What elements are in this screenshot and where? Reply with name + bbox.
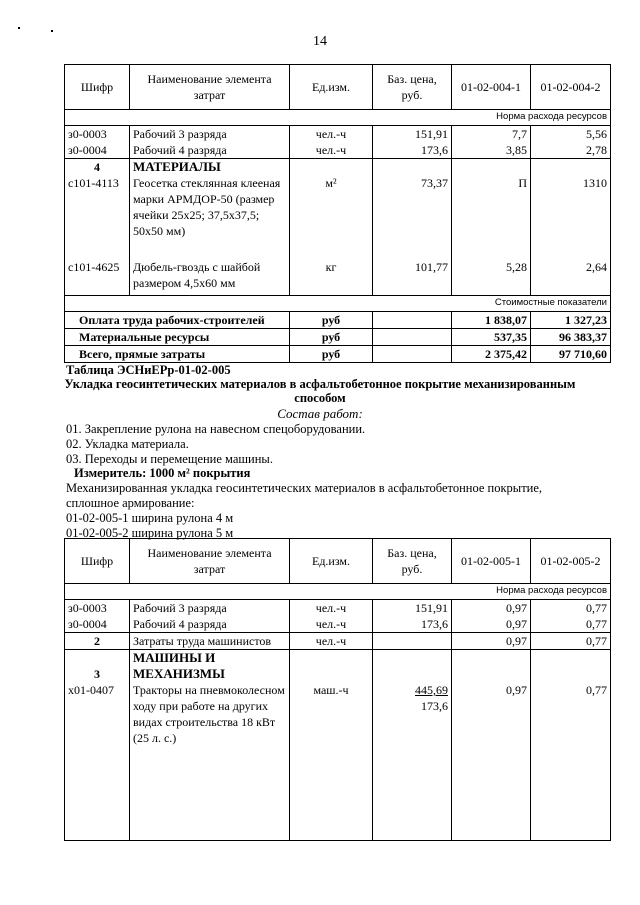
scan-speck <box>51 30 53 32</box>
cost-name: Оплата труда рабочих-строителей <box>65 311 290 328</box>
description-line-2: сплошное армирование: <box>66 496 195 510</box>
section-heading-line-1: Укладка геосинтетических материалов в асфальтобетонное покрытие механизированным <box>64 377 576 391</box>
description-line-1: Механизированная укладка геосинтетических материалов в асфальтобетонное покрытие, <box>66 481 543 495</box>
cost-value-1: 1 838,07 <box>452 311 531 328</box>
row-code: з0-0003 <box>65 126 130 143</box>
table-row <box>65 175 611 259</box>
work-item: 03. Переходы и перемещение машины. <box>66 452 273 466</box>
row-price: 151,91 <box>373 600 452 617</box>
cost-row <box>65 345 611 362</box>
operator-row <box>65 633 611 650</box>
row-value-1: 0,97 <box>452 616 531 633</box>
row-price-cell <box>373 682 452 840</box>
table-row <box>65 142 611 159</box>
section-number: 3 <box>65 650 130 683</box>
cost-row <box>65 311 611 328</box>
col-header-unit: Ед.изм. <box>290 539 373 584</box>
row-code: 2 <box>65 633 130 650</box>
row-value-1: 5,28 <box>452 259 531 295</box>
row-code: з0-0004 <box>65 616 130 633</box>
variant-line-1: 01-02-005-1 ширина рулона 4 м <box>66 511 234 525</box>
cost-value-2: 97 710,60 <box>531 345 611 362</box>
row-price: 173,6 <box>373 142 452 159</box>
row-name: Затраты труда машинистов <box>130 633 290 650</box>
row-price: 173,6 <box>373 616 452 633</box>
col-header-code: Шифр <box>65 539 130 584</box>
col-header-price: Баз. цена, руб. <box>373 65 452 110</box>
cost-caption-row <box>65 295 611 311</box>
table-row <box>65 682 611 840</box>
row-value-1: 0,97 <box>452 633 531 650</box>
resource-table-2 <box>64 538 611 841</box>
meter-label: Измеритель: 1000 м² покрытия <box>74 466 251 480</box>
col-header-name: Наименование элемента затрат <box>130 65 290 110</box>
col-header-code: Шифр <box>65 65 130 110</box>
col-header-unit: Ед.изм. <box>290 65 373 110</box>
section-row-machines <box>65 650 611 683</box>
row-code: с101-4113 <box>65 175 130 259</box>
section-heading-line-2: способом <box>294 391 346 405</box>
work-item: 01. Закрепление рулона на навесном спецоборудовании. <box>66 422 366 436</box>
cost-unit: руб <box>290 311 373 328</box>
scan-speck <box>18 27 20 29</box>
row-price: 151,91 <box>373 126 452 143</box>
cost-name: Всего, прямые затраты <box>65 345 290 362</box>
col-header-variant-1: 01-02-005-1 <box>452 539 531 584</box>
row-unit: чел.-ч <box>290 126 373 143</box>
col-header-price: Баз. цена, руб. <box>373 539 452 584</box>
row-value-1: 3,85 <box>452 142 531 159</box>
row-price: 73,37 <box>373 175 452 259</box>
row-unit: кг <box>290 259 373 295</box>
cost-unit: руб <box>290 345 373 362</box>
row-name: Рабочий 3 разряда <box>130 126 290 143</box>
row-unit: чел.-ч <box>290 142 373 159</box>
cost-row <box>65 328 611 345</box>
row-name: Рабочий 4 разряда <box>130 142 290 159</box>
row-code: з0-0003 <box>65 600 130 617</box>
row-value-1: 0,97 <box>452 682 531 840</box>
row-price: 445,69 <box>415 683 448 697</box>
col-header-variant-2: 01-02-005-2 <box>531 539 611 584</box>
table-header-row <box>65 65 611 110</box>
row-value-2: 0,77 <box>531 633 611 650</box>
cost-caption: Стоимостные показатели <box>65 295 611 311</box>
row-unit: м² <box>290 175 373 259</box>
row-name: Дюбель-гвоздь с шайбой размером 4,5х60 мм <box>130 259 290 295</box>
row-price: 101,77 <box>373 259 452 295</box>
row-value-2: 0,77 <box>531 600 611 617</box>
table-row <box>65 126 611 143</box>
row-name: Тракторы на пневмоколесном ходу при работе на других видах строительства 18 кВт (25 л. с.) <box>130 682 290 840</box>
row-code: х01-0407 <box>65 682 130 840</box>
row-unit: чел.-ч <box>290 633 373 650</box>
table-row <box>65 600 611 617</box>
row-value-1: 0,97 <box>452 600 531 617</box>
col-header-name: Наименование элемента затрат <box>130 539 290 584</box>
row-value-2: 2,64 <box>531 259 611 295</box>
section-title: МАШИНЫ И МЕХАНИЗМЫ <box>130 650 290 683</box>
table-title: Таблица ЭСНиЕРр-01-02-005 <box>66 363 231 377</box>
norm-caption: Норма расхода ресурсов <box>65 110 611 126</box>
works-title: Состав работ: <box>277 406 363 421</box>
table-row <box>65 616 611 633</box>
row-unit: маш.-ч <box>290 682 373 840</box>
cost-unit: руб <box>290 328 373 345</box>
row-value-2: 2,78 <box>531 142 611 159</box>
row-name: Рабочий 4 разряда <box>130 616 290 633</box>
row-unit: чел.-ч <box>290 600 373 617</box>
norm-caption-row <box>65 110 611 126</box>
row-name: Геосетка стеклянная клееная марки АРМДОР-50 (размер ячейки 25х25; 37,5х37,5; 50х50 мм) <box>130 175 290 259</box>
resource-table-1 <box>64 64 611 363</box>
table-row <box>65 259 611 295</box>
norm-caption: Норма расхода ресурсов <box>65 584 611 600</box>
cost-value-2: 96 383,37 <box>531 328 611 345</box>
row-value-2: 0,77 <box>531 682 611 840</box>
variant-line-2: 01-02-005-2 ширина рулона 5 м <box>66 526 234 540</box>
table-header-row <box>65 539 611 584</box>
row-value-2: 1310 <box>531 175 611 259</box>
row-code: с101-4625 <box>65 259 130 295</box>
row-name: Рабочий 3 разряда <box>130 600 290 617</box>
row-value-2: 0,77 <box>531 616 611 633</box>
cost-value-1: 2 375,42 <box>452 345 531 362</box>
row-unit: чел.-ч <box>290 616 373 633</box>
norm-caption-row <box>65 584 611 600</box>
row-price-secondary: 173,6 <box>421 699 448 713</box>
col-header-variant-1: 01-02-004-1 <box>452 65 531 110</box>
row-value-1: П <box>452 175 531 259</box>
page-number: 14 <box>313 34 327 49</box>
work-item: 02. Укладка материала. <box>66 437 189 451</box>
row-code: з0-0004 <box>65 142 130 159</box>
row-value-2: 5,56 <box>531 126 611 143</box>
row-value-1: 7,7 <box>452 126 531 143</box>
section-number: 4 <box>65 159 130 176</box>
section-row-materials <box>65 159 611 176</box>
cost-name: Материальные ресурсы <box>65 328 290 345</box>
cost-value-1: 537,35 <box>452 328 531 345</box>
col-header-variant-2: 01-02-004-2 <box>531 65 611 110</box>
section-title: МАТЕРИАЛЫ <box>130 159 290 176</box>
cost-value-2: 1 327,23 <box>531 311 611 328</box>
